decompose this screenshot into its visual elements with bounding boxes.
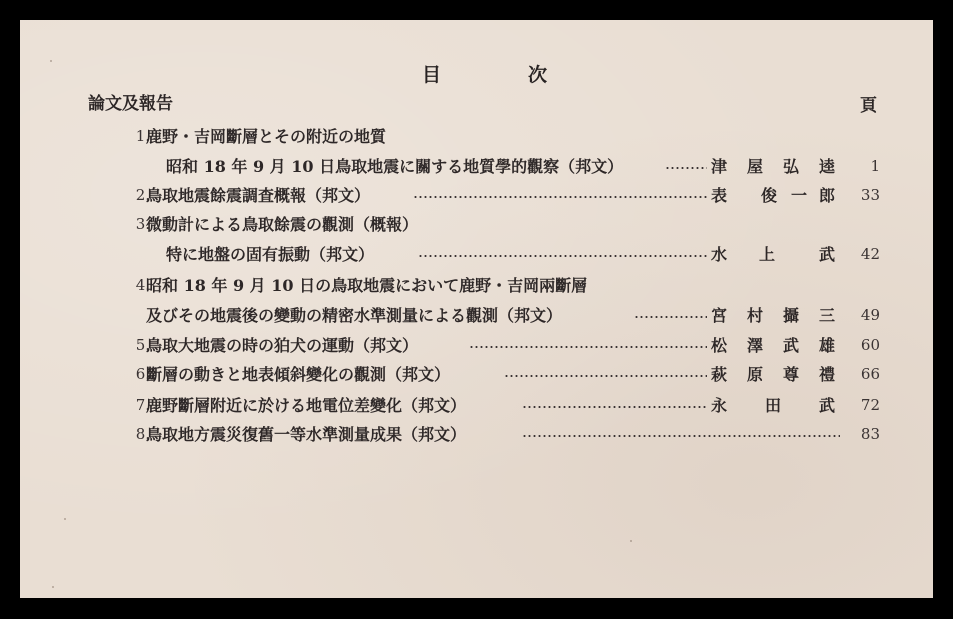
- entry-title: 昭和 18 年 9 月 10 日鳥取地震に關する地質學的觀察（邦文）: [166, 157, 624, 176]
- entry-page: 1: [870, 157, 880, 175]
- author-char: 田: [764, 396, 781, 415]
- entry-page: 60: [860, 336, 880, 354]
- dot-leader: [418, 255, 707, 257]
- toc-line: [20, 273, 933, 298]
- paper-speck: [630, 540, 632, 542]
- author-char: 松: [710, 336, 727, 355]
- entry-number: 6.: [135, 365, 150, 383]
- entry-title: 鹿野・吉岡斷層とその附近の地質: [146, 127, 387, 146]
- entry-page: 42: [860, 245, 880, 263]
- toc-line: [20, 333, 933, 358]
- entry-number: 7.: [135, 396, 150, 414]
- entry-number: 5.: [135, 336, 150, 354]
- entry-page: 49: [860, 306, 880, 324]
- entry-number: 8.: [135, 425, 150, 443]
- toc-line: [20, 212, 933, 237]
- dot-leader: [522, 435, 840, 437]
- paper-speck: [52, 586, 54, 588]
- toc-line: [20, 154, 933, 179]
- entry-number: 3.: [135, 215, 150, 233]
- entry-page: 72: [860, 396, 880, 414]
- entry-title: 特に地盤の固有振動（邦文）: [166, 245, 375, 264]
- author-char: 上: [758, 245, 775, 264]
- dot-leader: [504, 375, 707, 377]
- toc-line: [20, 124, 933, 149]
- author-char: 原: [746, 365, 763, 384]
- entry-page: 83: [860, 425, 880, 443]
- entry-title: 及びその地震後の變動の精密水準測量による觀測（邦文）: [146, 306, 563, 325]
- author-char: 弘: [782, 157, 799, 176]
- author-char: 宮: [710, 306, 727, 325]
- dot-leader: [469, 346, 707, 348]
- entry-title: 鹿野斷層附近に於ける地電位差變化（邦文）: [146, 396, 467, 415]
- entry-title: 微動計による鳥取餘震の觀測（概報）: [146, 215, 419, 234]
- author-char: 三: [818, 306, 835, 325]
- author-char: 萩: [710, 365, 727, 384]
- author-char: 尊: [782, 365, 799, 384]
- author-char: 澤: [746, 336, 763, 355]
- title-char-2: 次: [528, 64, 548, 86]
- entry-title: 鳥取地震餘震調査概報（邦文）: [146, 186, 371, 205]
- author-char: 永: [710, 396, 727, 415]
- paper-speck: [64, 518, 66, 520]
- entry-title: 鳥取大地震の時の狛犬の運動（邦文）: [146, 336, 419, 355]
- author-char: 表: [710, 186, 727, 205]
- author-char: 禮: [818, 365, 835, 384]
- entry-number: 1.: [135, 127, 150, 145]
- toc-line: [20, 393, 933, 418]
- section-heading: 論文及報告: [88, 94, 173, 114]
- author-char: 雄: [818, 336, 835, 355]
- dot-leader: [665, 167, 707, 169]
- author-char: 屋: [746, 157, 763, 176]
- toc-line: [20, 242, 933, 267]
- author-char: 攝: [782, 306, 799, 325]
- entry-title: 鳥取地方震災復舊一等水準測量成果（邦文）: [146, 425, 467, 444]
- dot-leader: [413, 196, 707, 198]
- author-char: 武: [782, 336, 799, 355]
- entry-title: 昭和 18 年 9 月 10 日の鳥取地震において鹿野・吉岡兩斷層: [146, 276, 588, 295]
- scanned-page: [20, 20, 933, 598]
- entry-number: 4.: [135, 276, 150, 294]
- author-char: 郎: [818, 186, 835, 205]
- entry-page: 33: [860, 186, 880, 204]
- dot-leader: [522, 406, 707, 408]
- toc-line: [20, 422, 933, 447]
- author-char: 武: [818, 245, 835, 264]
- entry-number: 2.: [135, 186, 150, 204]
- page-title: [20, 62, 933, 88]
- author-char: 村: [746, 306, 763, 325]
- author-char: 武: [818, 396, 835, 415]
- toc-line: [20, 183, 933, 208]
- author-char: 津: [710, 157, 727, 176]
- toc-line: [20, 362, 933, 387]
- entry-page: 66: [860, 365, 880, 383]
- toc-line: [20, 303, 933, 328]
- dot-leader: [634, 316, 707, 318]
- author-char: 俊: [760, 186, 777, 205]
- author-char: 一: [790, 186, 807, 205]
- author-char: 逵: [818, 157, 835, 176]
- title-char-1: 目: [422, 64, 442, 86]
- entry-title: 斷層の動きと地表傾斜變化の觀測（邦文）: [146, 365, 451, 384]
- page-column-heading: 頁: [860, 96, 877, 116]
- author-char: 水: [710, 245, 727, 264]
